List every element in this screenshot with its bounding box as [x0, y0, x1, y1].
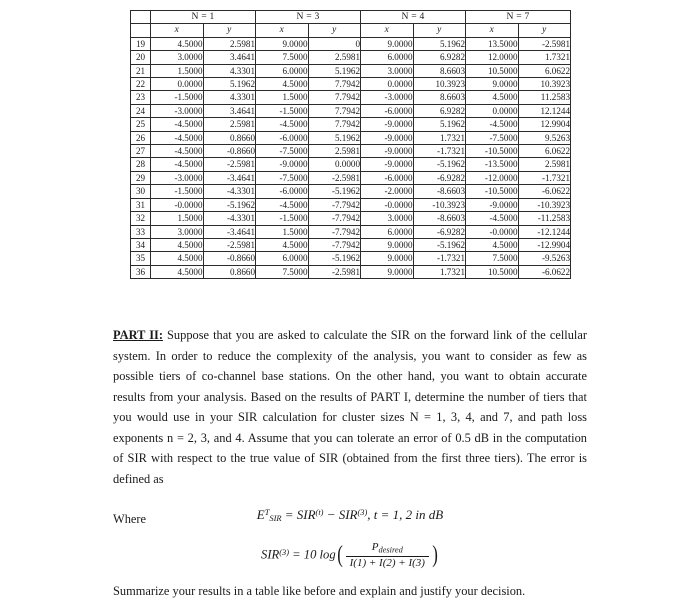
table-cell: -4.5000 [256, 198, 309, 211]
table-row [131, 64, 571, 77]
row-index: 36 [131, 265, 151, 278]
table-cell: -10.3923 [413, 198, 466, 211]
part2-paragraph [113, 325, 587, 489]
table-cell: -12.0000 [466, 171, 519, 184]
table-cell: 1.5000 [256, 225, 309, 238]
table-cell: -6.0622 [518, 185, 571, 198]
table-cell: -9.0000 [361, 145, 414, 158]
table-cell: 7.7942 [308, 91, 361, 104]
table-cell: -2.5981 [518, 37, 571, 50]
table-cell: 12.0000 [466, 51, 519, 64]
table-row [131, 238, 571, 251]
eq1-sup-3: (3) [357, 508, 368, 517]
table-cell: -2.5981 [308, 265, 361, 278]
table-cell: 4.5000 [151, 252, 204, 265]
table-cell: -7.7942 [308, 225, 361, 238]
table-cell: 1.5000 [256, 91, 309, 104]
table-cell: 4.3301 [203, 91, 256, 104]
table-cell: 1.5000 [151, 64, 204, 77]
table-cell: 6.0000 [256, 64, 309, 77]
table-cell: 7.7942 [308, 104, 361, 117]
row-index: 32 [131, 212, 151, 225]
table-cell: 0.0000 [466, 104, 519, 117]
table-cell: -5.1962 [413, 158, 466, 171]
row-index: 21 [131, 64, 151, 77]
table-cell: 6.9282 [413, 51, 466, 64]
table-cell: 0.0000 [308, 158, 361, 171]
table-cell: -5.1962 [203, 198, 256, 211]
table-cell: 0 [308, 37, 361, 50]
table-cell: 10.5000 [466, 265, 519, 278]
table-cell: -1.7321 [518, 171, 571, 184]
table-cell: 3.0000 [361, 212, 414, 225]
table-cell: 4.3301 [203, 64, 256, 77]
table-cell: 3.4641 [203, 104, 256, 117]
row-index: 22 [131, 78, 151, 91]
table-cell: 4.5000 [466, 238, 519, 251]
table-cell: 6.0622 [518, 145, 571, 158]
table-cell: -1.7321 [413, 252, 466, 265]
summary-paragraph: Summarize your results in a table like before and explain and justify your decision. [113, 584, 526, 598]
table-cell: 9.0000 [466, 78, 519, 91]
eq2-sir: SIR [261, 547, 280, 562]
part2-label: PART II: [113, 328, 163, 342]
table-cell: -1.5000 [256, 212, 309, 225]
table-cell: 4.5000 [151, 238, 204, 251]
table-cell: -4.3301 [203, 212, 256, 225]
table-cell: 4.5000 [256, 238, 309, 251]
table-corner-blank [131, 11, 151, 24]
table-cell: -1.5000 [151, 185, 204, 198]
eq1-minus-sir: − SIR [323, 506, 358, 522]
row-index: 27 [131, 145, 151, 158]
table-cell: -7.5000 [256, 145, 309, 158]
table-cell: 6.0000 [361, 225, 414, 238]
table-cell: 3.4641 [203, 51, 256, 64]
table-row [131, 145, 571, 158]
table-cell: -0.0000 [361, 198, 414, 211]
eq2-denominator: I(1) + I(2) + I(3) [346, 556, 429, 571]
table-cell: -4.5000 [151, 158, 204, 171]
table-cell: -9.0000 [361, 131, 414, 144]
row-index: 31 [131, 198, 151, 211]
eq1-E: E [256, 506, 265, 522]
table-cell: 9.5263 [518, 131, 571, 144]
table-cell: -3.4641 [203, 171, 256, 184]
equation-error-definition [113, 503, 587, 530]
table-cell: 0.0000 [151, 78, 204, 91]
eq1-superscript-T: T [264, 508, 270, 517]
table-row [131, 91, 571, 104]
table-cell: 4.5000 [256, 78, 309, 91]
group-header-n3: N = 3 [256, 11, 361, 24]
table-cell: 2.5981 [203, 37, 256, 50]
table-cell: -9.0000 [361, 118, 414, 131]
table-cell: 8.6603 [413, 91, 466, 104]
row-index: 28 [131, 158, 151, 171]
table-cell: -2.5981 [203, 238, 256, 251]
table-cell: -2.5981 [203, 158, 256, 171]
table-row [131, 131, 571, 144]
table-cell: -7.7942 [308, 238, 361, 251]
table-cell: -4.5000 [466, 212, 519, 225]
table-row [131, 252, 571, 265]
group-header-n4: N = 4 [361, 11, 466, 24]
table-cell: 1.7321 [518, 51, 571, 64]
table-cell: 8.6603 [413, 64, 466, 77]
eq2-left-paren: ( [336, 542, 343, 569]
table-cell: -0.0000 [466, 225, 519, 238]
table-cell: -9.5263 [518, 252, 571, 265]
table-cell: 10.3923 [518, 78, 571, 91]
part2-section [113, 325, 587, 548]
col-header-n3-y: y [308, 24, 361, 37]
table-sub-header-row [131, 24, 571, 37]
table-cell: 9.0000 [361, 252, 414, 265]
eq1-equals-sir: = SIR [281, 506, 316, 522]
row-index: 30 [131, 185, 151, 198]
table-cell: 7.7942 [308, 118, 361, 131]
table-row [131, 198, 571, 211]
eq1-subscript-SIR: SIR [269, 514, 282, 524]
table-cell: -12.9904 [518, 238, 571, 251]
table-cell: -4.5000 [151, 131, 204, 144]
table-cell: -3.0000 [361, 91, 414, 104]
eq2-fraction [346, 541, 429, 571]
table-cell: -5.1962 [413, 238, 466, 251]
table-cell: 1.5000 [151, 212, 204, 225]
table-row [131, 265, 571, 278]
table-row [131, 225, 571, 238]
table-row [131, 104, 571, 117]
table-cell: -10.5000 [466, 145, 519, 158]
col-header-n3-x: x [256, 24, 309, 37]
row-index: 20 [131, 51, 151, 64]
table-cell: 0.8660 [203, 131, 256, 144]
table-cell: -3.4641 [203, 225, 256, 238]
table-cell: 5.1962 [308, 64, 361, 77]
table-cell: -0.0000 [151, 198, 204, 211]
equation-sir3 [113, 541, 587, 571]
eq2-P-subscript: desired [378, 545, 403, 555]
table-cell: -1.5000 [256, 104, 309, 117]
table-cell: 2.5981 [203, 118, 256, 131]
group-header-n7: N = 7 [466, 11, 571, 24]
table-cell: 7.5000 [256, 265, 309, 278]
table-cell: -6.0000 [361, 104, 414, 117]
table-cell: 4.5000 [466, 91, 519, 104]
table-cell: -6.9282 [413, 225, 466, 238]
table-cell: 9.0000 [361, 37, 414, 50]
table-cell: 10.5000 [466, 64, 519, 77]
col-header-n7-x: x [466, 24, 519, 37]
table-cell: -7.7942 [308, 212, 361, 225]
table-cell: -5.1962 [308, 252, 361, 265]
table-cell: -11.2583 [518, 212, 571, 225]
table-cell: -2.0000 [361, 185, 414, 198]
table-cell: -13.5000 [466, 158, 519, 171]
table-cell: -6.0622 [518, 265, 571, 278]
table-cell: -4.5000 [256, 118, 309, 131]
row-index: 26 [131, 131, 151, 144]
table-row [131, 118, 571, 131]
table-cell: 0.8660 [203, 265, 256, 278]
table-row [131, 158, 571, 171]
table-cell: 10.3923 [413, 78, 466, 91]
table-cell: -12.1244 [518, 225, 571, 238]
row-index: 34 [131, 238, 151, 251]
table-cell: 3.0000 [151, 225, 204, 238]
where-label: Where [113, 512, 147, 526]
table-row [131, 37, 571, 50]
table-cell: 1.7321 [413, 265, 466, 278]
row-index: 35 [131, 252, 151, 265]
table-cell: 6.0622 [518, 64, 571, 77]
row-index: 29 [131, 171, 151, 184]
table-cell: -7.7942 [308, 198, 361, 211]
table-cell: 3.0000 [151, 51, 204, 64]
table-cell: 13.5000 [466, 37, 519, 50]
table-cell: 5.1962 [203, 78, 256, 91]
table-cell: 9.0000 [361, 238, 414, 251]
row-index: 24 [131, 104, 151, 117]
table-cell: -7.5000 [256, 171, 309, 184]
table-cell: 6.0000 [256, 252, 309, 265]
table-cell: 4.5000 [151, 265, 204, 278]
table-cell: -9.0000 [361, 158, 414, 171]
table-cell: -10.5000 [466, 185, 519, 198]
col-header-n7-y: y [518, 24, 571, 37]
table-cell: 6.9282 [413, 104, 466, 117]
table-cell: 9.0000 [361, 265, 414, 278]
table-cell: 5.1962 [413, 37, 466, 50]
table-cell: -4.5000 [151, 145, 204, 158]
table-cell: 9.0000 [256, 37, 309, 50]
eq2-equals-10log: = 10 log [288, 547, 336, 562]
table-cell: -5.1962 [308, 185, 361, 198]
table-cell: -6.9282 [413, 171, 466, 184]
table-row [131, 78, 571, 91]
eq1-sup-t: (t) [315, 508, 324, 517]
table-cell: 0.0000 [361, 78, 414, 91]
table-cell: -0.8660 [203, 252, 256, 265]
eq2-P: P [371, 541, 379, 553]
table-cell: 2.5981 [308, 51, 361, 64]
coordinates-table [130, 10, 571, 279]
table-cell: -4.3301 [203, 185, 256, 198]
row-index: 25 [131, 118, 151, 131]
table-cell: -4.5000 [466, 118, 519, 131]
row-index: 19 [131, 37, 151, 50]
table-cell: 6.0000 [361, 51, 414, 64]
table-row [131, 212, 571, 225]
eq2-right-paren: ) [432, 542, 438, 569]
table-cell: -0.8660 [203, 145, 256, 158]
table-cell: -2.5981 [308, 171, 361, 184]
table-cell: 5.1962 [308, 131, 361, 144]
table-cell: -8.6603 [413, 185, 466, 198]
col-header-n4-x: x [361, 24, 414, 37]
row-index: 23 [131, 91, 151, 104]
table-cell: -6.0000 [256, 185, 309, 198]
table-cell: 5.1962 [413, 118, 466, 131]
table-row [131, 51, 571, 64]
eq2-sup-3: (3) [279, 547, 289, 557]
index-column-header [131, 24, 151, 37]
table-cell: 7.5000 [466, 252, 519, 265]
table-cell: 12.9904 [518, 118, 571, 131]
table-cell: -8.6603 [413, 212, 466, 225]
table-cell: -9.0000 [466, 198, 519, 211]
col-header-n1-x: x [151, 24, 204, 37]
table-cell: -9.0000 [256, 158, 309, 171]
table-cell: -10.3923 [518, 198, 571, 211]
row-index: 33 [131, 225, 151, 238]
eq1-tail: , t = 1, 2 in dB [367, 506, 444, 522]
table-cell: 1.7321 [413, 131, 466, 144]
table-cell: -6.0000 [361, 171, 414, 184]
group-header-n1: N = 1 [151, 11, 256, 24]
table-cell: -3.0000 [151, 171, 204, 184]
table-cell: -1.7321 [413, 145, 466, 158]
table-cell: 4.5000 [151, 37, 204, 50]
eq2-numerator [346, 541, 429, 556]
table-cell: 2.5981 [308, 145, 361, 158]
table-row [131, 185, 571, 198]
table-cell: -1.5000 [151, 91, 204, 104]
table-row [131, 171, 571, 184]
table-cell: -7.5000 [466, 131, 519, 144]
table-group-header-row [131, 11, 571, 24]
part2-body: Suppose that you are asked to calculate the SIR on the forward link of the cellular system. In order to reduce the complexity of the analysis, you want to consider as few as possible tiers of co-channel base stations. On the other hand, you want to obtain accurate results from your analysis. Based on the results of PART I, determine the number of tiers that you would use in your SIR calculation for cluster sizes N = 1, 3, 4, and 7, and path loss exponents n = 2, 3, and 4. Assume that you can tolerate an error of 0.5 dB in the computation of SIR with respect to the true value of SIR (obtained from the first three tiers). The error is defined as [113, 328, 587, 486]
table-cell: 12.1244 [518, 104, 571, 117]
table-cell: 2.5981 [518, 158, 571, 171]
table-cell: 7.5000 [256, 51, 309, 64]
coordinates-table-container [130, 10, 570, 279]
col-header-n1-y: y [203, 24, 256, 37]
table-cell: -3.0000 [151, 104, 204, 117]
table-cell: -6.0000 [256, 131, 309, 144]
table-cell: 11.2583 [518, 91, 571, 104]
table-cell: 7.7942 [308, 78, 361, 91]
table-cell: -4.5000 [151, 118, 204, 131]
table-cell: 3.0000 [361, 64, 414, 77]
col-header-n4-y: y [413, 24, 466, 37]
